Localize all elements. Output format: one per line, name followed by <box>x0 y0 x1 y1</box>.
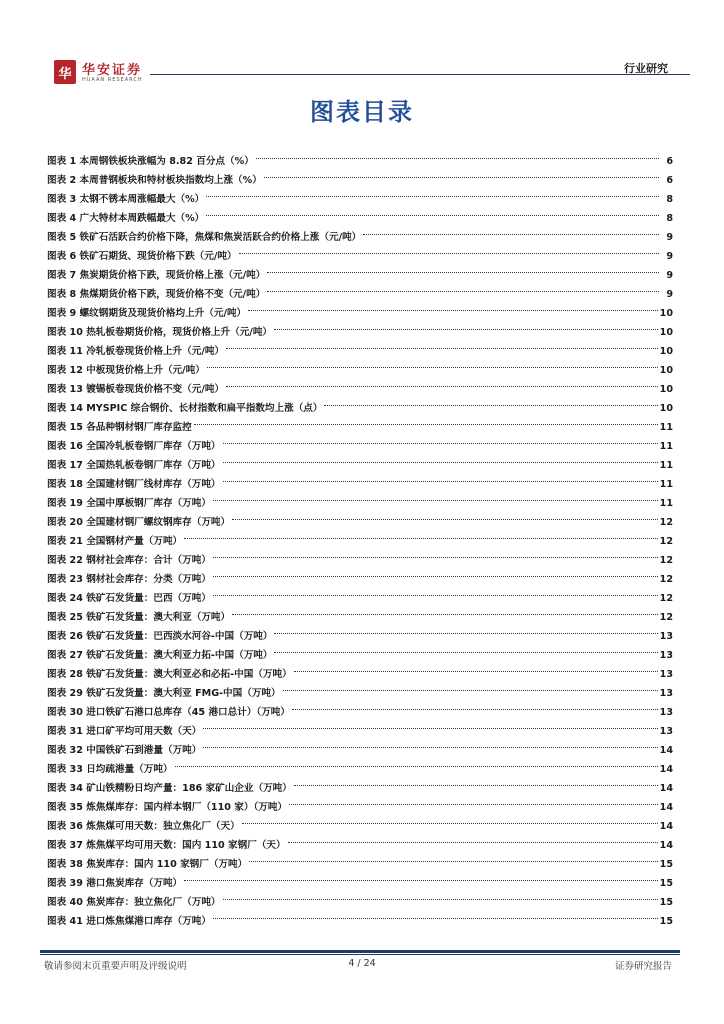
toc-entry-page[interactable]: 12 <box>659 555 673 566</box>
toc-entry-label[interactable]: 图表 9 螺纹钢期货及现货价格均上升（元/吨） <box>47 308 247 319</box>
toc-leader-dots <box>223 462 658 482</box>
brand-name-en: HUAAN RESEARCH <box>82 77 143 83</box>
toc-leader-dots <box>223 880 658 900</box>
section-label: 行业研究 <box>624 62 668 75</box>
toc-entry-label[interactable]: 图表 29 铁矿石发货量：澳大利亚 FMG-中国（万吨） <box>47 688 281 699</box>
toc-entry-label[interactable]: 图表 22 钢材社会库存：合计（万吨） <box>47 555 211 566</box>
toc-leader-dots <box>248 291 658 311</box>
toc-leader-dots <box>288 823 658 843</box>
toc-leader-dots <box>223 443 658 463</box>
toc-entry-page[interactable]: 6 <box>666 175 673 186</box>
toc-entry-page[interactable]: 15 <box>659 916 673 927</box>
toc-leader-dots <box>264 158 659 178</box>
toc-entry-page[interactable]: 9 <box>666 270 673 281</box>
toc-entry-page[interactable]: 14 <box>659 802 673 813</box>
toc-entry-label[interactable]: 图表 25 铁矿石发货量：澳大利亚（万吨） <box>47 612 231 623</box>
toc-entry-page[interactable]: 13 <box>659 688 673 699</box>
toc-entry-label[interactable]: 图表 12 中板现货价格上升（元/吨） <box>47 365 205 376</box>
toc-entry-page[interactable]: 11 <box>659 498 673 509</box>
toc-entry-label[interactable]: 图表 18 全国建材钢厂线材库存（万吨） <box>47 479 221 490</box>
toc-entry-page[interactable]: 12 <box>659 574 673 585</box>
page-header <box>40 54 680 94</box>
toc-leader-dots <box>203 728 657 748</box>
toc-leader-dots <box>213 481 658 501</box>
toc-entry-label[interactable]: 图表 30 进口铁矿石港口总库存（45 港口总计）（万吨） <box>47 707 290 718</box>
toc-leader-dots <box>249 842 657 862</box>
toc-entry-page[interactable]: 8 <box>666 213 673 224</box>
toc-entry-page[interactable]: 9 <box>666 289 673 300</box>
toc-entry-label[interactable]: 图表 31 进口矿平均可用天数（天） <box>47 726 202 737</box>
toc-entry-label[interactable]: 图表 1 本周钢铁板块涨幅为 8.82 百分点（%） <box>47 156 254 167</box>
toc-leader-dots <box>274 310 658 330</box>
toc-entry-label[interactable]: 图表 10 热轧板卷期货价格，现货价格上升（元/吨） <box>47 327 273 338</box>
toc-entry-page[interactable]: 15 <box>659 878 673 889</box>
toc-leader-dots <box>232 500 658 520</box>
toc-entry-label[interactable]: 图表 38 焦炭库存：国内 110 家钢厂（万吨） <box>47 859 248 870</box>
toc-leader-dots <box>267 253 659 273</box>
toc-leader-dots <box>184 861 657 881</box>
toc-entry-label[interactable]: 图表 41 进口炼焦煤港口库存（万吨） <box>47 916 211 927</box>
toc-entry-page[interactable]: 14 <box>659 840 673 851</box>
toc-entry-page[interactable]: 14 <box>659 745 673 756</box>
toc-entry-page[interactable]: 12 <box>659 517 673 528</box>
toc-entry-label[interactable]: 图表 16 全国冷轧板卷钢厂库存（万吨） <box>47 441 221 452</box>
toc-entry-page[interactable]: 11 <box>659 460 673 471</box>
toc-entry-label[interactable]: 图表 35 炼焦煤库存：国内样本钢厂（110 家）（万吨） <box>47 802 288 813</box>
toc-entry-page[interactable]: 10 <box>659 346 673 357</box>
page-number: 4 / 24 <box>348 958 376 969</box>
toc-leader-dots <box>207 348 658 368</box>
header-divider <box>150 74 690 75</box>
toc-leader-dots <box>213 576 658 596</box>
toc-entry-label[interactable]: 图表 28 铁矿石发货量：澳大利亚必和必拓-中国（万吨） <box>47 669 292 680</box>
toc-entry-label[interactable]: 图表 40 焦炭库存：独立焦化厂（万吨） <box>47 897 221 908</box>
toc-leader-dots <box>363 215 659 235</box>
toc-entry-page[interactable]: 13 <box>659 650 673 661</box>
toc-leader-dots <box>184 519 657 539</box>
footer-divider <box>40 950 680 953</box>
toc-leader-dots <box>324 386 657 406</box>
toc-leader-dots <box>232 595 658 615</box>
toc-entry-label[interactable]: 图表 36 炼焦煤可用天数：独立焦化厂（天） <box>47 821 240 832</box>
toc-leader-dots <box>283 671 658 691</box>
toc-entry-label[interactable]: 图表 8 焦煤期货价格下跌，现货价格不变（元/吨） <box>47 289 266 300</box>
toc-entry-page[interactable]: 12 <box>659 593 673 604</box>
toc-entry-label[interactable]: 图表 2 本周普钢板块和特材板块指数均上涨（%） <box>47 175 262 186</box>
toc-entry-page[interactable]: 13 <box>659 669 673 680</box>
toc-entry-page[interactable]: 11 <box>659 479 673 490</box>
toc-entry-page[interactable]: 12 <box>659 536 673 547</box>
toc-leader-dots <box>206 196 659 216</box>
toc-entry-page[interactable]: 15 <box>659 897 673 908</box>
toc-leader-dots <box>294 766 658 786</box>
footer-disclaimer: 敬请参阅末页重要声明及评级说明 <box>44 961 187 972</box>
toc-entry-label[interactable]: 图表 26 铁矿石发货量：巴西淡水河谷-中国（万吨） <box>47 631 273 642</box>
toc-entry-page[interactable]: 13 <box>659 631 673 642</box>
toc-entry-page[interactable]: 11 <box>659 422 673 433</box>
table-of-figures <box>47 144 673 927</box>
toc-entry-label[interactable]: 图表 5 铁矿石活跃合约价格下降，焦煤和焦炭活跃合约价格上涨（元/吨） <box>47 232 362 243</box>
toc-entry-label[interactable]: 图表 7 焦炭期货价格下跌，现货价格上涨（元/吨） <box>47 270 266 281</box>
toc-entry-label[interactable]: 图表 37 炼焦煤平均可用天数：国内 110 家钢厂（天） <box>47 840 286 851</box>
toc-entry-label[interactable]: 图表 27 铁矿石发货量：澳大利亚力拓-中国（万吨） <box>47 650 273 661</box>
toc-entry-label[interactable]: 图表 11 冷轧板卷现货价格上升（元/吨） <box>47 346 225 357</box>
toc-leader-dots <box>213 538 658 558</box>
toc-entry-page[interactable]: 15 <box>659 859 673 870</box>
toc-entry-page[interactable]: 9 <box>666 232 673 243</box>
toc-leader-dots <box>223 424 658 444</box>
toc-entry-label[interactable]: 图表 19 全国中厚板钢厂库存（万吨） <box>47 498 211 509</box>
toc-leader-dots <box>274 633 657 653</box>
toc-entry-page[interactable]: 14 <box>659 821 673 832</box>
toc-leader-dots <box>226 329 658 349</box>
toc-entry-label[interactable]: 图表 21 全国钢材产量（万吨） <box>47 536 183 547</box>
toc-entry-label[interactable]: 图表 15 各品种钢材钢厂库存监控 <box>47 422 192 433</box>
toc-entry-page[interactable]: 10 <box>659 327 673 338</box>
toc-leader-dots <box>256 139 659 159</box>
brand-logo-icon: 华 <box>54 60 76 84</box>
toc-entry-page[interactable]: 12 <box>659 612 673 623</box>
toc-entry-page[interactable]: 14 <box>659 764 673 775</box>
toc-leader-dots <box>274 614 657 634</box>
toc-leader-dots <box>203 709 657 729</box>
toc-entry-label[interactable]: 图表 13 镀锡板卷现货价格不变（元/吨） <box>47 384 225 395</box>
toc-entry-label[interactable]: 图表 34 矿山铁精粉日均产量：186 家矿山企业（万吨） <box>47 783 292 794</box>
toc-entry-page[interactable]: 10 <box>659 365 673 376</box>
toc-entry-label[interactable]: 图表 17 全国热轧板卷钢厂库存（万吨） <box>47 460 221 471</box>
toc-entry-page[interactable]: 10 <box>659 403 673 414</box>
toc-leader-dots <box>194 405 658 425</box>
toc-entry-label[interactable]: 图表 39 港口焦炭库存（万吨） <box>47 878 183 889</box>
toc-entry-page[interactable]: 10 <box>659 384 673 395</box>
toc-entry-label[interactable]: 图表 23 钢材社会库存：分类（万吨） <box>47 574 211 585</box>
toc-leader-dots <box>175 747 658 767</box>
toc-entry-page[interactable]: 9 <box>666 251 673 262</box>
toc-entry-label[interactable]: 图表 4 广大特材本周跌幅最大（%） <box>47 213 205 224</box>
toc-entry-label[interactable]: 图表 14 MYSPIC 综合钢价、长材指数和扁平指数均上涨（点） <box>47 403 323 414</box>
brand-name-cn: 华安证券 <box>82 63 143 78</box>
toc-entry-label[interactable]: 图表 3 太钢不锈本周涨幅最大（%） <box>47 194 205 205</box>
toc-leader-dots <box>239 234 659 254</box>
toc-leader-dots <box>294 652 658 672</box>
toc-leader-dots <box>213 899 658 919</box>
toc-entry-page[interactable]: 10 <box>659 308 673 319</box>
toc-leader-dots <box>206 177 659 197</box>
toc-entry-label[interactable]: 图表 6 铁矿石期货、现货价格下跌（元/吨） <box>47 251 237 262</box>
toc-leader-dots <box>242 804 658 824</box>
toc-entry-label[interactable]: 图表 33 日均疏港量（万吨） <box>47 764 173 775</box>
toc-entry-page[interactable]: 13 <box>659 726 673 737</box>
toc-leader-dots <box>226 367 658 387</box>
toc-leader-dots <box>289 785 658 805</box>
toc-entry-page[interactable]: 13 <box>659 707 673 718</box>
toc-leader-dots <box>267 272 659 292</box>
toc-entry-label[interactable]: 图表 20 全国建材钢厂螺纹钢库存（万吨） <box>47 517 231 528</box>
toc-leader-dots <box>213 557 658 577</box>
toc-entry-page[interactable]: 11 <box>659 441 673 452</box>
toc-entry-page[interactable]: 6 <box>666 156 673 167</box>
page-title: 图表目录 <box>310 97 414 126</box>
toc-entry-label[interactable]: 图表 32 中国铁矿石到港量（万吨） <box>47 745 202 756</box>
toc-entry-label[interactable]: 图表 24 铁矿石发货量：巴西（万吨） <box>47 593 211 604</box>
footer-divider-thin <box>40 954 680 955</box>
footer-report-type: 证券研究报告 <box>614 961 672 972</box>
toc-leader-dots <box>292 690 658 710</box>
toc-entry-page[interactable]: 14 <box>659 783 673 794</box>
toc-entry-page[interactable]: 8 <box>666 194 673 205</box>
